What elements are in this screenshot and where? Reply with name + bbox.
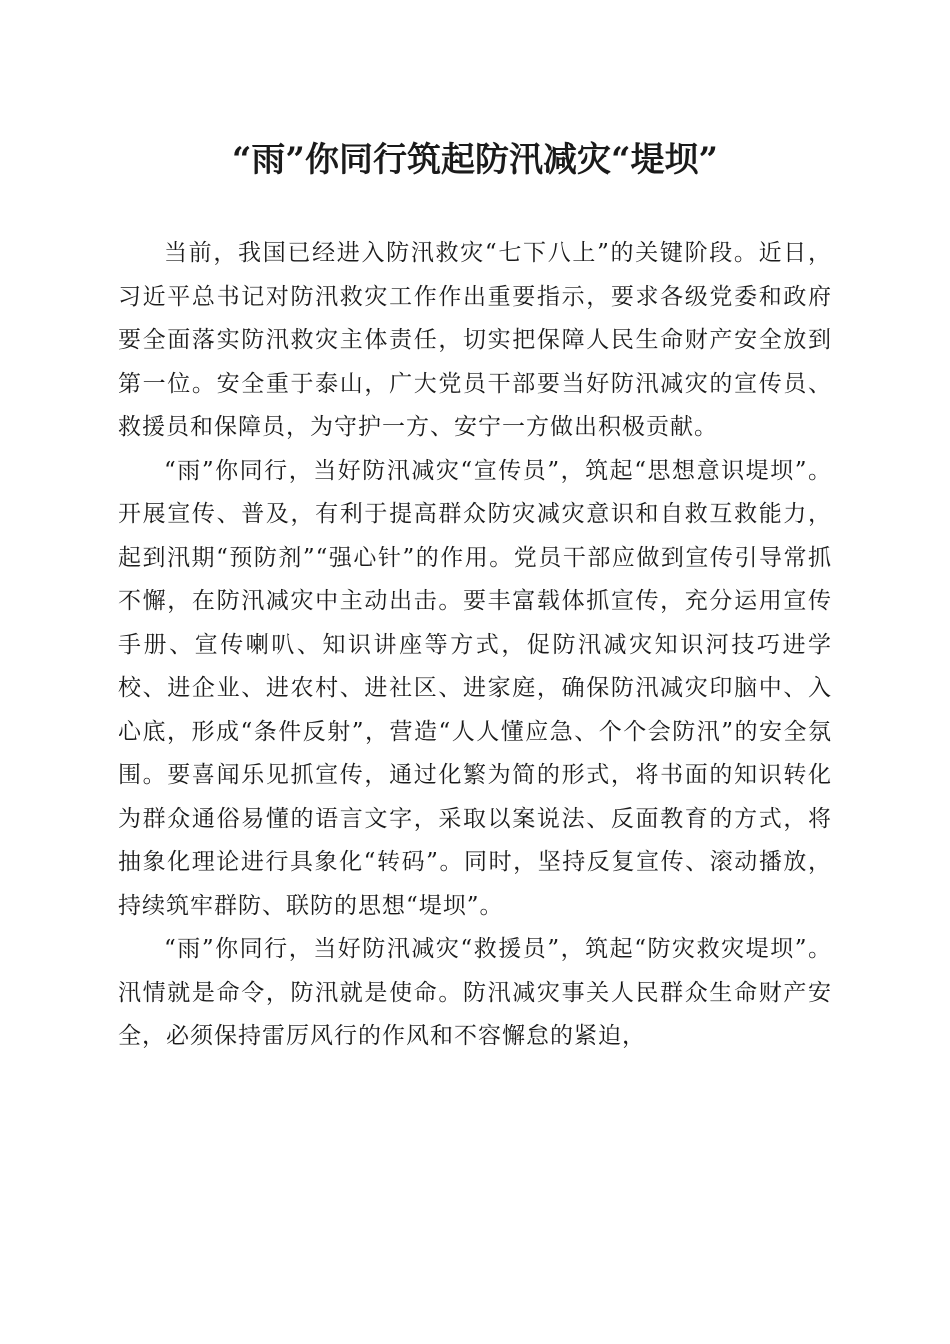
document-title: “雨”你同行筑起防汛减灾“堤坝” xyxy=(231,140,719,180)
paragraph: 当前，我国已经进入防汛救灾“七下八上”的关键阶段。近日，习近平总书记对防汛救灾工作作出重要指示，要求各级党委和政府要全面落实防汛救灾主体责任，切实把保障人民生命财产安全放到第一位。安全重于泰山，广大党员干部要当好防汛减灾的宣传员、救援员和保障员，为守护一方、安宁一方做出积极贡献。 xyxy=(118,240,832,440)
document-body xyxy=(118,232,832,1059)
paragraph: “雨”你同行，当好防汛减灾“救援员”，筑起“防灾救灾堤坝”。汛情就是命令，防汛就是使命。防汛减灾事关人民群众生命财产安全，必须保持雷厉风行的作风和不容懈怠的紧迫， xyxy=(118,936,832,1049)
paragraph: “雨”你同行，当好防汛减灾“宣传员”，筑起“思想意识堤坝”。开展宣传、普及，有利于提高群众防灾减灾意识和自救互救能力，起到汛期“预防剂”“强心针”的作用。党员干部应做到宣传引导常抓不懈，在防汛减灾中主动出击。要丰富载体抓宣传，充分运用宣传手册、宣传喇叭、知识讲座等方式，促防汛减灾知识河技巧进学校、进企业、进农村、进社区、进家庭，确保防汛减灾印脑中、入心底，形成“条件反射”，营造“人人懂应急、个个会防汛”的安全氛围。要喜闻乐见抓宣传，通过化繁为简的形式，将书面的知识转化为群众通俗易懂的语言文字，采取以案说法、反面教育的方式，将抽象化理论进行具象化“转码”。同时，坚持反复宣传、滚动播放，持续筑牢群防、联防的思想“堤坝”。 xyxy=(118,457,832,919)
